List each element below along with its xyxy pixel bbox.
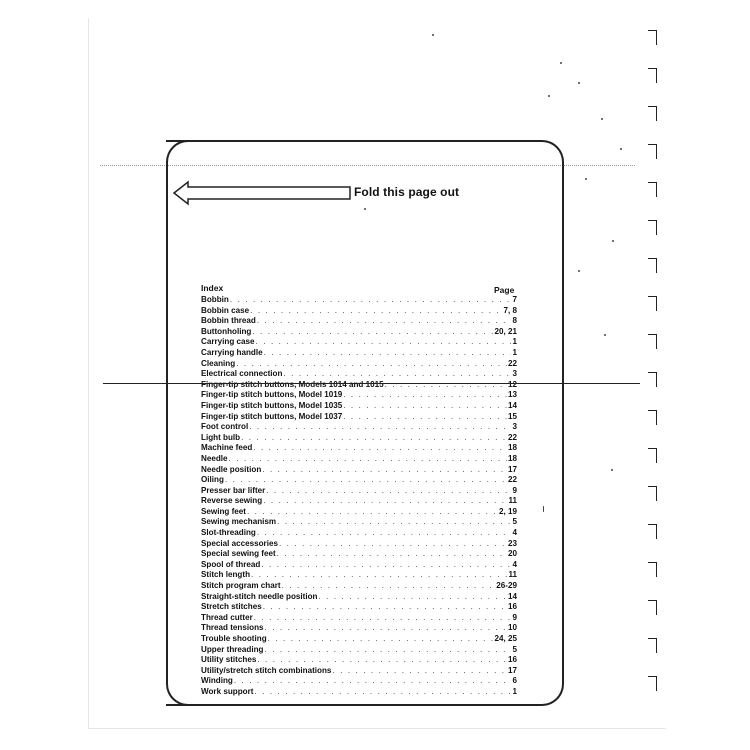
index-entry-page: 16 (507, 655, 517, 665)
dot-leader (268, 634, 494, 645)
index-entry-label: Machine feed (201, 443, 253, 453)
index-entry-label: Finger-tip stitch buttons, Model 1035 (201, 400, 343, 410)
index-entry-page: 4 (512, 528, 517, 538)
dot-leader (261, 560, 511, 571)
dot-leader (257, 655, 507, 666)
index-entry-label: Needle position (201, 464, 262, 474)
index-entry (201, 592, 517, 603)
index-entry (201, 390, 517, 401)
index-entry (201, 613, 517, 624)
dot-leader (229, 454, 507, 465)
scan-speck (585, 178, 587, 180)
index-entry-page: 1 (512, 347, 517, 357)
scan-speck (560, 62, 562, 64)
index-entry (201, 295, 517, 306)
index-entry-label: Trouble shooting (201, 634, 267, 643)
dot-leader (247, 507, 498, 518)
scan-speck (578, 82, 580, 84)
index-entry (201, 528, 517, 539)
scan-speck (611, 469, 613, 471)
index-entry-label: Carrying case (201, 337, 255, 347)
index-entry-label: Stitch program chart (201, 581, 281, 591)
index-entry-page: 11 (508, 570, 517, 580)
dot-leader (234, 676, 512, 687)
scan-speck (604, 334, 606, 336)
dot-leader (283, 369, 511, 380)
page-edge-tab (648, 676, 657, 691)
dot-leader (266, 486, 511, 497)
index-entry-label: Utility stitches (201, 655, 257, 665)
dot-leader (254, 687, 511, 698)
dot-leader (257, 316, 512, 327)
index-entry-label: Finger-tip stitch buttons, Models 1014 and 1015 (201, 379, 384, 389)
index-entry (201, 602, 517, 613)
index-entry (201, 687, 517, 698)
dot-leader (264, 348, 512, 359)
index-entry-page: 20 (507, 549, 517, 559)
index-entry (201, 412, 517, 423)
index-entry (201, 422, 517, 433)
index-entry-label: Reverse sewing (201, 496, 263, 506)
index-entry-label: Finger-tip stitch buttons, Model 1037 (201, 411, 343, 421)
index-entry (201, 570, 517, 581)
index-entry-page: 5 (512, 517, 517, 527)
index-entry-page: 9 (512, 612, 517, 622)
index-entry (201, 507, 517, 518)
index-entry-label: Presser bar lifter (201, 485, 266, 495)
index-entry-page: 18 (507, 453, 517, 463)
page-edge-tab (648, 296, 657, 311)
index-entry (201, 465, 517, 476)
index-entry-page: 3 (512, 369, 517, 379)
index-entry (201, 454, 517, 465)
index-entry-label: Bobbin case (201, 305, 250, 315)
index-entry-page: 18 (507, 443, 517, 453)
page-edge-tab (648, 410, 657, 425)
index-entry-label: Buttonholing (201, 326, 252, 336)
page-column-header: Page (494, 285, 515, 295)
page-edge-tab (648, 486, 657, 501)
index-entry (201, 623, 517, 634)
index-entry-label: Winding (201, 676, 233, 686)
page-edge-tab (648, 220, 657, 235)
index-entry-label: Special accessories (201, 538, 278, 548)
index-entry (201, 655, 517, 666)
page-edge-tab (648, 68, 657, 83)
index-entry-label: Thread cutter (201, 612, 253, 622)
dot-leader (279, 539, 507, 550)
index-entry (201, 496, 517, 507)
index-entry-page: 23 (507, 538, 517, 548)
index-entry (201, 517, 517, 528)
index-entry-label: Slot-threading (201, 528, 256, 538)
index-entry (201, 549, 517, 560)
index-entry-label: Foot control (201, 422, 249, 432)
index-entry (201, 433, 517, 444)
index-entry-page: 7 (512, 295, 517, 304)
index-entry-page: 4 (512, 559, 517, 569)
index-entry-page: 24, 25 (494, 634, 517, 643)
dot-leader (256, 337, 512, 348)
page-edge-tab (648, 30, 657, 45)
index-entry-label: Stitch length (201, 570, 251, 580)
page-edge-tab (648, 334, 657, 349)
index-entry (201, 443, 517, 454)
index-entry-page: 14 (507, 591, 517, 601)
index-entry-page: 20, 21 (494, 326, 517, 336)
dot-leader (250, 306, 502, 317)
index-entry (201, 539, 517, 550)
dot-leader (277, 517, 511, 528)
index-entry (201, 348, 517, 359)
scan-speck (620, 148, 622, 150)
index-entry (201, 380, 517, 391)
index-entry-label: Cleaning (201, 358, 236, 368)
dot-leader (282, 581, 496, 592)
index-entry-page: 10 (507, 623, 517, 633)
index-entry (201, 486, 517, 497)
index-entry-page: 22 (507, 475, 517, 485)
page-edge-tab (648, 258, 657, 273)
index-entry-label: Thread tensions (201, 623, 264, 633)
page-edge-tab (648, 448, 657, 463)
index-entry-page: 17 (507, 464, 517, 474)
scan-speck (578, 270, 580, 272)
dot-leader (318, 592, 507, 603)
index-entry-page: 9 (512, 485, 517, 495)
index-entry-page: 7, 8 (503, 305, 517, 315)
scan-speck (432, 34, 434, 36)
index-entry (201, 581, 517, 592)
index-entry-label: Straight-stitch needle position (201, 591, 318, 601)
dot-leader (253, 443, 507, 454)
scan-speck (364, 208, 366, 210)
index-entry (201, 560, 517, 571)
dot-leader (343, 390, 507, 401)
left-arrow-icon (172, 180, 352, 206)
dot-leader (265, 623, 507, 634)
index-entry (201, 676, 517, 687)
index-entry-page: 13 (507, 390, 517, 400)
index-entry-label: Utility/stretch stitch combinations (201, 665, 332, 675)
index-entry-page: 5 (512, 644, 517, 654)
dot-leader (343, 412, 507, 423)
index-entry-page: 6 (512, 676, 517, 686)
dot-leader (251, 570, 507, 581)
page-edge-tab (648, 144, 657, 159)
dot-leader (241, 433, 507, 444)
index-entry-page: 3 (512, 422, 517, 432)
index-entry-page: 22 (507, 432, 517, 442)
scan-speck (548, 95, 550, 97)
index-entry-label: Carrying handle (201, 347, 263, 357)
dot-leader (225, 475, 507, 486)
page-edge-tab (648, 600, 657, 615)
index-entry-label: Stretch stitches (201, 602, 262, 612)
index-entry-label: Sewing mechanism (201, 517, 277, 527)
index-entry-label: Special sewing feet (201, 549, 276, 559)
page-edge-tab (648, 106, 657, 121)
index-entry-page: 2, 19 (498, 506, 517, 516)
scan-speck (601, 118, 603, 120)
page-edge-tab (648, 638, 657, 653)
dot-leader (262, 465, 507, 476)
index-entry-page: 15 (507, 411, 517, 421)
index-entry (201, 369, 517, 380)
index-entry-page: 16 (507, 602, 517, 612)
index-entry-label: Needle (201, 453, 228, 463)
index-entry-page: 26-29 (496, 581, 517, 591)
index-entry-label: Upper threading (201, 644, 264, 654)
dot-leader (230, 295, 512, 306)
index-entry-page: 11 (508, 496, 517, 506)
index-entry-label: Bobbin (201, 295, 229, 304)
index-entry-label: Sewing feet (201, 506, 246, 516)
page-edge-tab (648, 562, 657, 577)
index-entry (201, 666, 517, 677)
index-entry (201, 401, 517, 412)
scan-speck (543, 506, 544, 512)
page-edge-tab (648, 524, 657, 539)
index-entry-label: Finger-tip stitch buttons, Model 1019 (201, 390, 343, 400)
dot-leader (263, 496, 507, 507)
index-entry (201, 337, 517, 348)
fold-instruction: Fold this page out (354, 185, 460, 199)
index-entry (201, 306, 517, 317)
index-entry-page: 17 (507, 665, 517, 675)
dot-leader (254, 613, 512, 624)
index-entry-page: 1 (512, 686, 517, 696)
index-entry-page: 1 (512, 337, 517, 347)
index-entry (201, 359, 517, 370)
index-entry (201, 645, 517, 656)
dot-leader (265, 645, 512, 656)
index-entry (201, 634, 517, 645)
index-title: Index (201, 283, 224, 293)
dot-leader (263, 602, 507, 613)
dot-leader (332, 666, 507, 677)
index-entry (201, 327, 517, 338)
cut-line (103, 383, 640, 384)
index-entry-page: 8 (512, 316, 517, 326)
index-entry-page: 12 (507, 379, 517, 389)
dot-leader (249, 422, 511, 433)
dot-leader (257, 528, 512, 539)
page-edge-tab (648, 182, 657, 197)
index-entry-label: Bobbin thread (201, 316, 256, 326)
index-entry-label: Spool of thread (201, 559, 261, 569)
dot-leader (385, 380, 507, 391)
index-entry-label: Electrical connection (201, 369, 283, 379)
scan-speck (612, 240, 614, 242)
index-entry (201, 316, 517, 327)
index-entry-page: 14 (507, 400, 517, 410)
index-list (201, 295, 517, 698)
dot-leader (343, 401, 507, 412)
index-entry-label: Work support (201, 686, 254, 696)
index-entry-label: Light bulb (201, 432, 241, 442)
page-edge-tabs (648, 30, 660, 710)
page-edge-tab (648, 372, 657, 387)
index-entry-label: Oiling (201, 475, 224, 485)
dot-leader (277, 549, 507, 560)
dot-leader (236, 359, 507, 370)
index-entry-page: 22 (507, 358, 517, 368)
index-entry (201, 475, 517, 486)
dot-leader (252, 327, 493, 338)
